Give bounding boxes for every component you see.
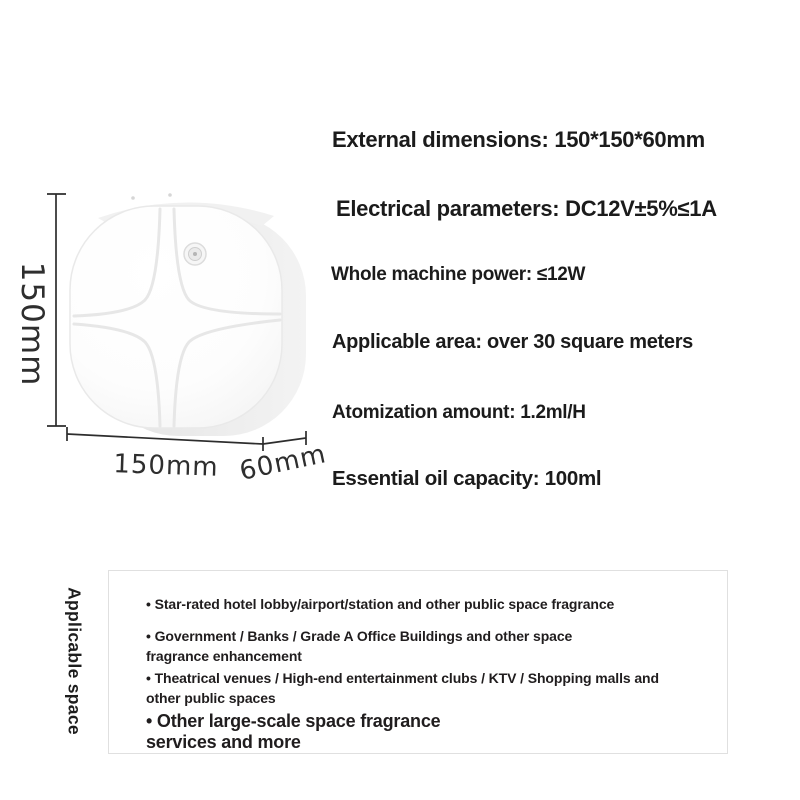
applicable-item-line: • Government / Banks / Grade A Office Buildings and other space — [146, 627, 573, 644]
spec-external-dimensions: External dimensions: 150*150*60mm — [332, 127, 705, 152]
applicable-item-line: other public spaces — [146, 690, 276, 706]
applicable-item-hotels — [146, 594, 715, 615]
dimension-lines — [0, 180, 340, 480]
spec-electrical-parameters: Electrical parameters: DC12V±5%≤1A — [336, 196, 717, 221]
applicable-item-line: • Theatrical venues / High-end entertainment clubs / KTV / Shopping malls and — [146, 669, 659, 686]
spec-whole-machine-power: Whole machine power: ≤12W — [331, 264, 586, 285]
applicable-item-line: • Star-rated hotel lobby/airport/station and other public space fragrance — [146, 596, 615, 612]
applicable-item-line: • Other large-scale space fragrance — [146, 710, 441, 731]
applicable-space-box — [108, 570, 728, 754]
depth-dimension-label: 60mm — [236, 439, 330, 487]
applicable-item-other — [146, 711, 715, 753]
applicable-item-government — [146, 626, 715, 667]
applicable-item-entertainment — [146, 668, 715, 709]
spec-essential-oil-capacity: Essential oil capacity: 100ml — [332, 467, 602, 490]
spec-atomization-amount: Atomization amount: 1.2ml/H — [332, 402, 586, 423]
height-dimension-label: 150mm — [14, 261, 50, 387]
width-dimension-line — [67, 434, 263, 444]
applicable-item-line: services and more — [146, 731, 301, 752]
spec-applicable-area: Applicable area: over 30 square meters — [332, 331, 694, 353]
applicable-space-vertical-label: Applicable space — [64, 587, 85, 735]
applicable-item-line: fragrance enhancement — [146, 648, 302, 664]
width-dimension-label: 150mm — [112, 449, 220, 483]
